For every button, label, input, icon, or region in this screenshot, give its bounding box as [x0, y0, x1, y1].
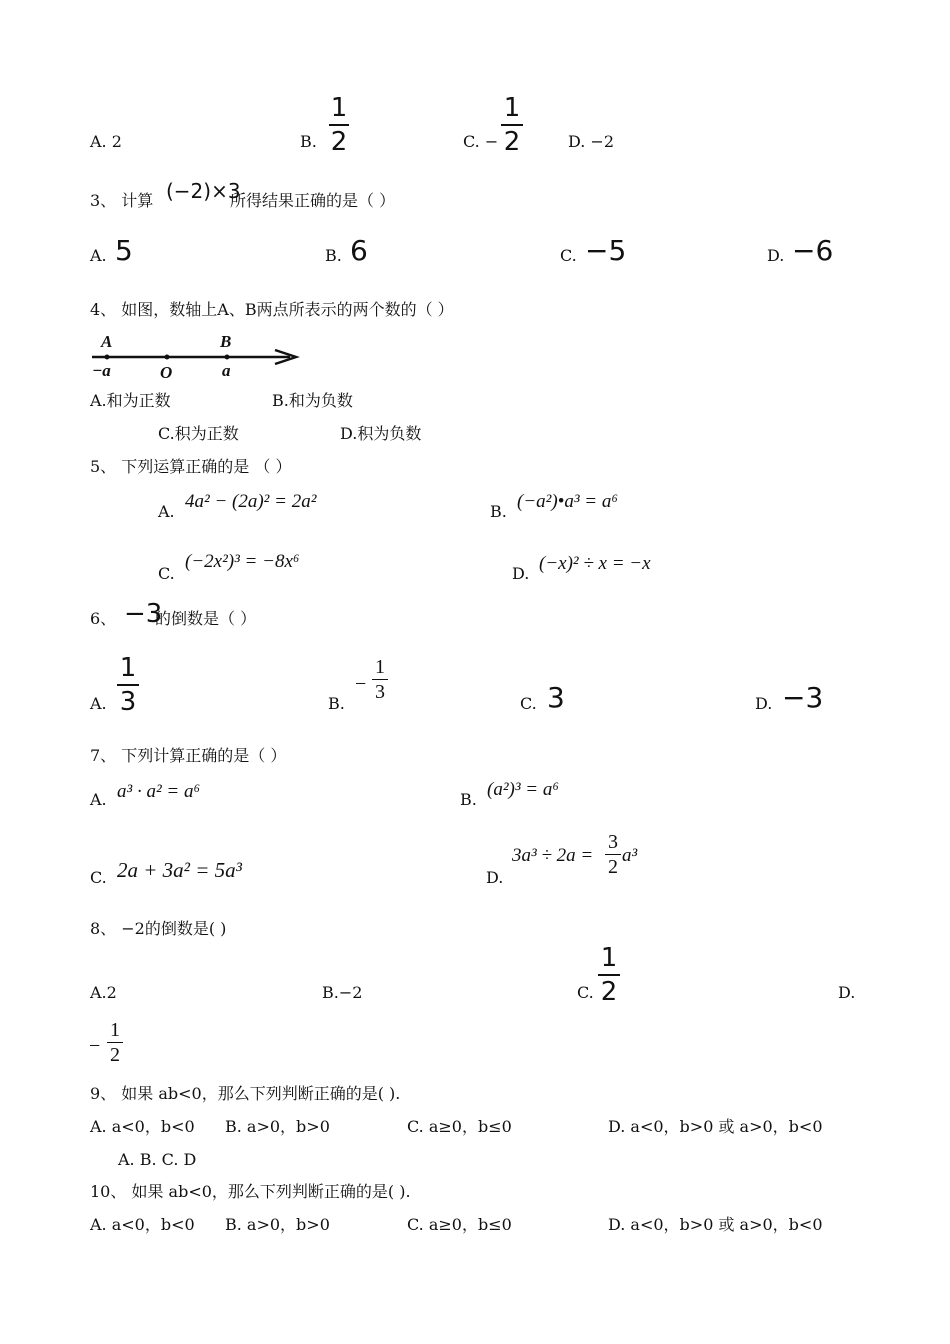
q9-option-c: C. a≥0，b≤0: [407, 1117, 512, 1136]
q10-option-c: C. a≥0，b≤0: [407, 1215, 512, 1234]
q8-option-d-sign: −: [89, 1035, 101, 1057]
q2-option-b-label: B.: [300, 132, 317, 151]
q5-option-c-expr: (−2x²)³ = −8x⁶: [185, 551, 300, 572]
q6-option-d-label: D.: [755, 694, 773, 713]
q5-option-c-label: C.: [158, 564, 175, 583]
q6-stem-suffix: 的倒数是（ ）: [155, 609, 257, 628]
q8-option-c-label: C.: [577, 983, 594, 1002]
q7-option-c-expr: 2a + 3a² = 5a³: [117, 858, 242, 882]
q8-option-c-fraction: [598, 945, 620, 1005]
q6-option-c-label: C.: [520, 694, 537, 713]
q6-option-c-value: 3: [547, 681, 565, 714]
fraction-denominator: 2: [600, 977, 618, 1007]
q3-option-a-label: A.: [90, 246, 107, 265]
origin-marker: [165, 355, 170, 360]
q10-stem: 10、 如果 ab<0，那么下列判断正确的是( ).: [90, 1182, 411, 1201]
fraction-numerator: 1: [503, 93, 521, 123]
q6-stem-prefix: 6、: [90, 609, 117, 628]
q7-option-b-expr: (a²)³ = a⁶: [487, 779, 559, 800]
number-line-figure: [90, 330, 300, 380]
fraction-bar: [117, 684, 139, 686]
q3-expression: (−2)×3: [166, 179, 241, 203]
q7-stem: 7、 下列计算正确的是（ ）: [90, 746, 287, 765]
fraction-bar: [329, 124, 349, 126]
q8-option-b: B.−2: [322, 983, 363, 1002]
q4-option-b: B.和为负数: [272, 391, 353, 410]
q4-option-c: C.积为正数: [158, 424, 239, 443]
q4-stem: 4、 如图，数轴上A、B两点所表示的两个数的（ ）: [90, 300, 454, 319]
fraction-denominator: 2: [608, 856, 618, 878]
q3-option-a-value: 5: [115, 234, 133, 267]
fraction-bar: [501, 124, 523, 126]
q7-option-d-expr-post: a³: [622, 845, 638, 866]
q9-stem: 9、 如果 ab<0，那么下列判断正确的是( ).: [90, 1084, 401, 1103]
q6-option-a-label: A.: [90, 694, 107, 713]
q9-option-a: A. a<0，b<0: [90, 1117, 195, 1136]
q5-option-a-label: A.: [158, 502, 175, 521]
q7-option-d-label: D.: [486, 868, 504, 887]
q8-option-a: A.2: [90, 983, 117, 1002]
q7-option-c-label: C.: [90, 868, 107, 887]
q3-stem-prefix: 3、 计算: [90, 191, 154, 210]
q6-option-b-label: B.: [328, 694, 345, 713]
q5-option-d-expr: (−x)² ÷ x = −x: [539, 553, 651, 574]
q5-option-a-expr: 4a² − (2a)² = 2a²: [185, 491, 317, 512]
q9-answer-row: A. B. C. D: [118, 1150, 197, 1169]
q3-option-c-label: C.: [560, 246, 577, 265]
q8-stem: 8、 −2的倒数是( ): [90, 919, 227, 938]
fraction-numerator: 1: [119, 653, 137, 683]
q5-option-b-expr: (−a²)•a³ = a⁶: [517, 491, 618, 512]
label-a: a: [222, 361, 231, 380]
q6-option-d-value: −3: [782, 681, 824, 714]
fraction-numerator: 1: [330, 93, 348, 123]
q7-option-a-expr: a³ · a² = a⁶: [117, 781, 201, 802]
q7-option-d-fraction: [605, 831, 621, 878]
q3-option-d-value: −6: [792, 234, 834, 267]
q5-option-b-label: B.: [490, 502, 507, 521]
q2-option-c-label: C. −: [463, 132, 499, 151]
q5-stem: 5、 下列运算正确的是 （ ）: [90, 457, 292, 476]
fraction-numerator: 1: [600, 943, 618, 973]
fraction-bar: [107, 1042, 123, 1043]
q2-option-d: D. −2: [568, 132, 615, 151]
q6-stem-value: −3: [124, 599, 163, 629]
q8-option-d-label: D.: [838, 983, 856, 1002]
q2-option-a: A. 2: [90, 132, 122, 151]
point-a-marker: [105, 355, 110, 360]
q10-option-a: A. a<0，b<0: [90, 1215, 195, 1234]
point-b-marker: [225, 355, 230, 360]
fraction-numerator: 3: [608, 831, 618, 853]
q3-option-c-value: −5: [585, 234, 627, 267]
fraction-denominator: 2: [330, 127, 348, 157]
fraction-numerator: 1: [375, 656, 385, 678]
q3-option-b-label: B.: [325, 246, 342, 265]
label-O: O: [160, 363, 173, 380]
q7-option-b-label: B.: [460, 790, 477, 809]
q3-option-d-label: D.: [767, 246, 785, 265]
fraction-numerator: 1: [110, 1019, 120, 1041]
q6-option-b-sign: −: [355, 673, 367, 695]
q4-option-d: D.积为负数: [340, 424, 422, 443]
q6-option-a-fraction: [117, 655, 139, 715]
q8-option-d-fraction: [107, 1019, 123, 1066]
q6-option-b-fraction: [372, 656, 388, 703]
fraction-denominator: 3: [119, 687, 137, 717]
q7-option-a-label: A.: [90, 790, 107, 809]
q2-option-c-fraction: [501, 95, 523, 155]
fraction-denominator: 2: [110, 1044, 120, 1066]
fraction-denominator: 2: [503, 127, 521, 157]
fraction-bar: [598, 974, 620, 976]
q10-option-d: D. a<0，b>0 或 a>0，b<0: [608, 1215, 823, 1234]
q2-option-b-fraction: [329, 95, 349, 155]
q9-option-d: D. a<0，b>0 或 a>0，b<0: [608, 1117, 823, 1136]
fraction-denominator: 3: [375, 681, 385, 703]
label-B: B: [220, 332, 232, 351]
fraction-bar: [605, 854, 621, 855]
q3-stem-suffix: 所得结果正确的是（ ）: [230, 191, 396, 210]
q4-option-a: A.和为正数: [90, 391, 171, 410]
fraction-bar: [372, 679, 388, 680]
label-neg-a: −a: [92, 361, 111, 380]
q9-option-b: B. a>0，b>0: [225, 1117, 330, 1136]
q3-option-b-value: 6: [350, 234, 368, 267]
q5-option-d-label: D.: [512, 564, 530, 583]
q7-option-d-expr-pre: 3a³ ÷ 2a =: [512, 845, 594, 866]
q10-option-b: B. a>0，b>0: [225, 1215, 330, 1234]
label-A: A: [101, 332, 113, 351]
